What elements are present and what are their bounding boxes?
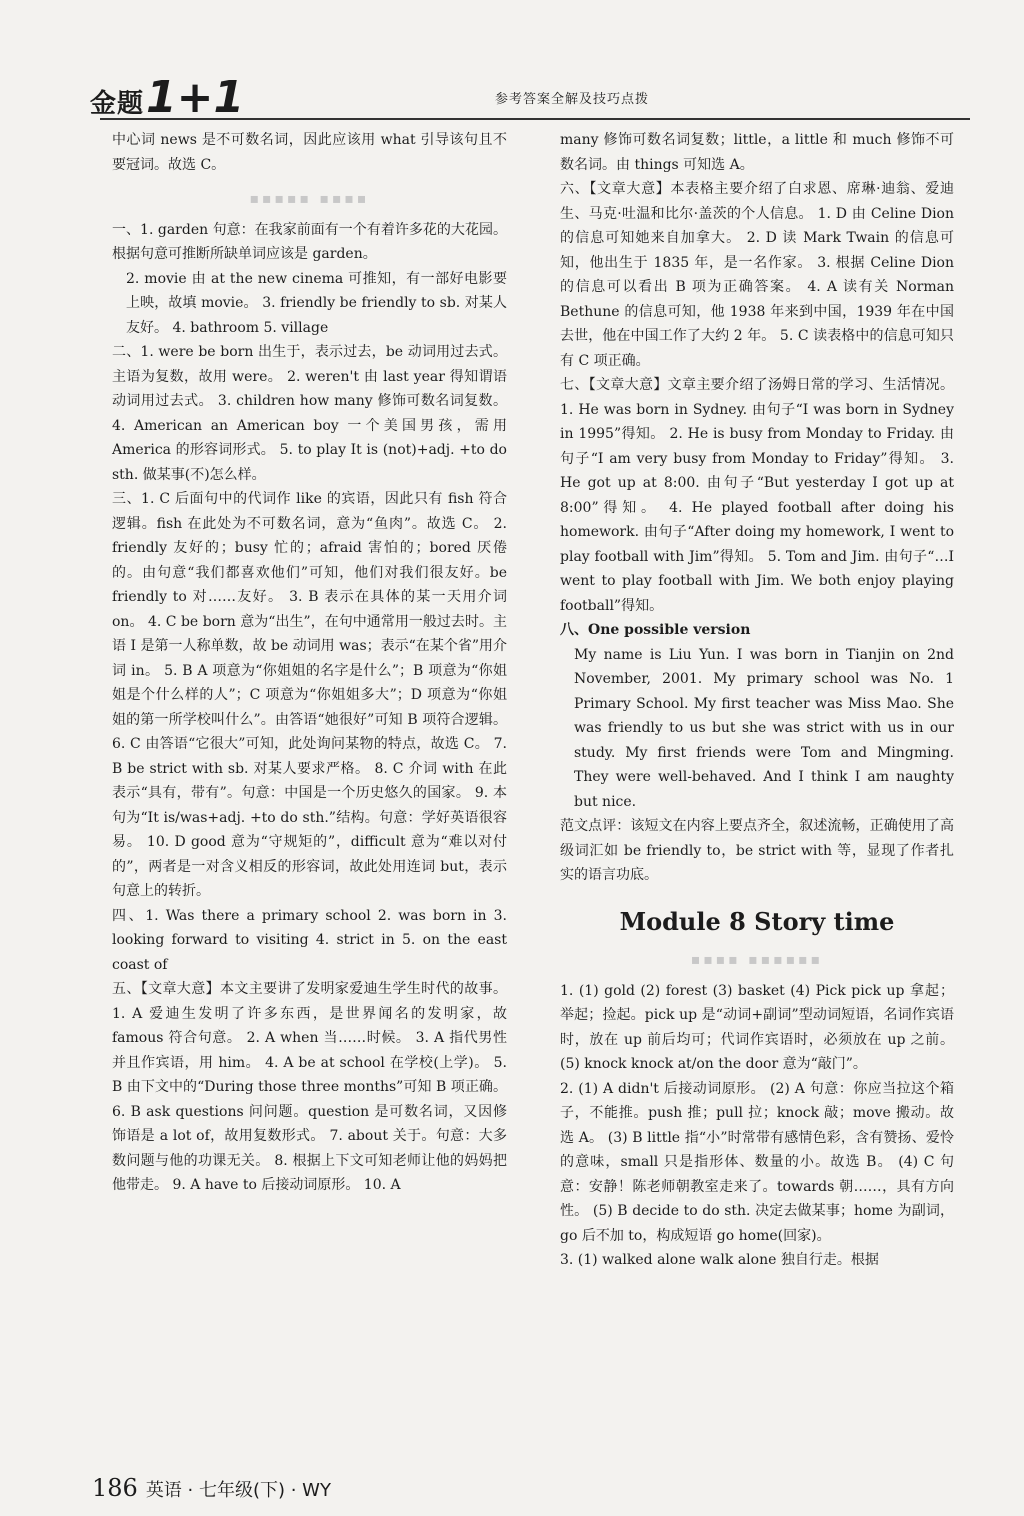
section-1-item-1: 一、1. garden 句意：在我家前面有一个有着许多花的大花园。根据句意可推断所缺单词应该是 garden。 — [112, 221, 507, 262]
right-intro: many 修饰可数名词复数；little，a little 和 much 修饰不可数名词。由 things 可知选 A。 — [560, 132, 954, 173]
left-column — [112, 128, 507, 1198]
footer-subject: 英语 · 七年级(下) · WY — [145, 1480, 331, 1501]
section-6: 六、【文章大意】本表格主要介绍了白求恩、席琳·迪翁、爱迪生、马克·吐温和比尔·盖茨的个人信息。 1. D 由 Celine Dion 的信息可知她来自加拿大。 2. D 读 Mark Twain 的信息可知，他出生于 1835 年，是一名作家。 3. 根据 Celine Dion 的信息可以看出 B 项为正确答案。 4. A 读有关 Norman Bethune 的信息可知，他 1938 年来到中国，1939 年在中国去世，他在中国工作了大约 2 年。 5. C 读表格中的信息可知只有 C 项正确。 — [560, 181, 954, 369]
section-7: 七、【文章大意】文章主要介绍了汤姆日常的学习、生活情况。 1. He was born in Sydney. 由句子“I was born in Sydney in 1995”得知。 2. He is busy from Monday to Friday. 由句子“I am very busy from Monday to Friday”得知。 3. He got up at 8:00. 由句子“But yesterday I got up at 8:00”得知。 4. He played football after doing his homework. 由句子“After doing my homework, I went to play football with Jim”得知。 5. Tom and Jim. 由句子“…I went to play football with Jim. We both enjoy playing football”得知。 — [560, 377, 954, 614]
faded-module-subheading: ▪▪▪▪ ▪▪▪▪▪▪ — [690, 952, 824, 968]
left-intro: 中心词 news 是不可数名词，因此应该用 what 引导该句且不要冠词。故选 C。 — [112, 132, 507, 173]
section-4: 四、1. Was there a primary school 2. was born in 3. looking forward to visiting 4. strict in 5. on the east coast of — [112, 907, 507, 973]
header-title: 参考答案全解及技巧点拨 — [495, 92, 650, 107]
book-logo — [90, 72, 244, 123]
section-8-essay: My name is Liu Yun. I was born in Tianjin on 2nd November, 2001. My primary school was No. 1 Primary School. My first teacher was Miss Mao. She was friendly to us but she was strict with us in our study. My first friends were Tom and Mingming. They were well-behaved. And I think I am naughty but nice. — [574, 646, 954, 810]
logo-number: 1+1 — [146, 72, 245, 123]
right-column — [560, 128, 954, 1273]
faded-section-heading: ▪▪▪▪▪ ▪▪▪▪ — [249, 191, 370, 207]
module-title: Module 8 Story time — [619, 906, 895, 936]
module-item-1: 1. (1) gold (2) forest (3) basket (4) Pick pick up 拿起；举起；捡起。pick up 是“动词+副词”型动词短语，名词作宾语时，放在 up 前后均可；代词作宾语时，必须放在 up 之前。 (5) knock knock at/on the door 意为“敲门”。 — [560, 982, 954, 1072]
module-item-3: 3. (1) walked alone walk alone 独自行走。根据 — [560, 1252, 879, 1268]
section-3: 三、1. C 后面句中的代词作 like 的宾语，因此只有 fish 符合逻辑。fish 在此处为不可数名词，意为“鱼肉”。故选 C。 2. friendly 友好的；busy 忙的；afraid 害怕的；bored 厌倦的。由句意“我们都喜欢他们”可知，他们对我们很友好。be friendly to 对……友好。 3. B 表示在具体的某一天用介词 on。 4. C be born 意为“出生”，在句中通常用一般过去时。主语 I 是第一人称单数，故 be 动词用 was；表示“在某个省”用介词 in。 5. B A 项意为“你姐姐的名字是什么”；B 项意为“你姐姐是个什么样的人”；C 项意为“你姐姐多大”；D 项意为“你姐姐的第一所学校叫什么”。由答语“她很好”可知 B 项符合逻辑。 6. C 由答语“它很大”可知，此处询问某物的特点，故选 C。 7. B be strict with sb. 对某人要求严格。 8. C 介词 with 在此表示“具有，带有”。句意：中国是一个历史悠久的国家。 9. 本句为“It is/was+adj. +to do sth.”结构。句意：学好英语很容易。 10. D good 意为“守规矩的”，difficult 意为“难以对付的”，两者是一对含义相反的形容词，故此处用连词 but，表示句意上的转折。 — [112, 491, 507, 899]
section-1-item-2: 2. movie 由 at the new cinema 可推知，有一部好电影要上映，故填 movie。 3. friendly be friendly to sb. 对某人友好。 4. bathroom 5. village — [126, 270, 507, 336]
logo-text: 金题 — [90, 89, 145, 119]
page-number: 186 — [92, 1474, 138, 1502]
page-header — [90, 68, 970, 124]
section-2: 二、1. were be born 出生于，表示过去，be 动词用过去式。主语为复数，故用 were。 2. weren't 由 last year 得知谓语动词用过去式。 3. children how many 修饰可数名词复数。 4. American an American boy 一个美国男孩，需用 America 的形容词形式。 5. to play It is (not)+adj. +to do sth. 做某事(不)怎么样。 — [112, 344, 507, 483]
section-8-review: 范文点评：该短文在内容上要点齐全，叙述流畅，正确使用了高级词汇如 be friendly to，be strict with 等，显现了作者扎实的语言功底。 — [560, 818, 954, 883]
module-item-2: 2. (1) A didn't 后接动词原形。 (2) A 句意：你应当拉这个箱子，不能推。push 推；pull 拉；knock 敲；move 搬动。故选 A。 (3) B little 指“小”时常带有感情色彩，含有赞扬、爱怜的意味，small 只是指形体、数量的小。故选 B。 (4) C 句意：安静！陈老师朝教室走来了。towards 朝……，具有方向性。 (5) B decide to do sth. 决定去做某事；home 为副词，go 后不加 to，构成短语 go home(回家)。 — [560, 1080, 954, 1244]
section-8-heading: 八、One possible version — [560, 622, 751, 638]
page-footer — [92, 1474, 331, 1502]
header-divider — [100, 118, 970, 120]
section-5: 五、【文章大意】本文主要讲了发明家爱迪生学生时代的故事。 1. A 爱迪生发明了许多东西，是世界闻名的发明家，故 famous 符合句意。 2. A when 当……时候。 3. A 指代男性并且作宾语，用 him。 4. A be at school 在学校(上学)。 5. B 由下文中的“During those three months”可知 B 项正确。 6. B ask questions 问问题。question 是可数名词，又因修饰语是 a lot of，故用复数形式。 7. about 关于。句意：大多数问题与他的功课无关。 8. 根据上下文可知老师让他的妈妈把他带走。 9. A have to 后接动词原形。 10. A — [112, 981, 507, 1193]
